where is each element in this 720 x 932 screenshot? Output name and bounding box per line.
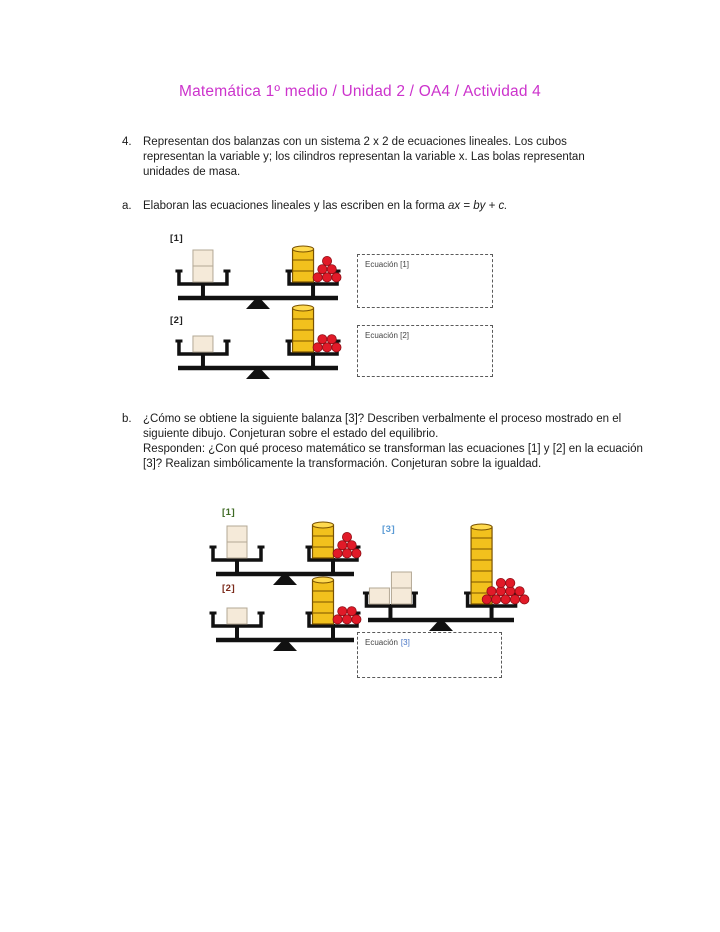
item-b-text	[143, 412, 645, 472]
equation-box-1	[357, 254, 493, 308]
balance-3b-label: [3]	[382, 524, 396, 535]
balance-scale-2b	[210, 574, 360, 652]
item-a	[122, 199, 633, 214]
equation-box-2	[357, 325, 493, 377]
item-4-number: 4.	[122, 136, 132, 148]
equation-box-3-label-ref: [3]	[400, 638, 410, 647]
item-a-text	[143, 199, 633, 214]
equation-box-3-label-text: Ecuación	[365, 638, 398, 647]
item-a-formula: ax = by + c.	[447, 200, 508, 212]
item-b-paragraph-2: Responden: ¿Con qué proceso matemático se transforman las ecuaciones [1] y [2] en la ecuación [3]? Realizan simbólicamente la transformación. Conjeturan sobre la igualdad.	[143, 443, 643, 470]
equation-box-3	[357, 632, 502, 678]
item-b-paragraph-1: ¿Cómo se obtiene la siguiente balanza [3]? Describen verbalmente el proceso mostrado en el siguiente dibujo. Conjeturan sobre el estado del equilibrio.	[143, 413, 622, 440]
item-4	[122, 135, 621, 180]
page-title: Matemática 1º medio / Unidad 2 / OA4 / Actividad 4	[178, 83, 541, 100]
balance-2b-label: [2]	[222, 583, 236, 594]
balance-scale-3b	[362, 512, 520, 632]
balance-scale-1a	[172, 238, 344, 310]
equation-box-3-label	[358, 633, 501, 647]
balance-1a-label: [1]	[170, 233, 184, 244]
item-a-text-plain: Elaboran las ecuaciones lineales y las escriben en la forma	[143, 200, 445, 212]
item-b	[122, 412, 645, 472]
equation-box-2-label: Ecuación [2]	[365, 331, 410, 340]
balance-scale-2a	[172, 308, 344, 380]
balance-2a-label: [2]	[170, 315, 184, 326]
item-b-letter: b.	[122, 413, 132, 425]
balance-1b-label: [1]	[222, 507, 236, 518]
equation-box-1-label: Ecuación [1]	[365, 260, 410, 269]
item-4-text: Representan dos balanzas con un sistema 2 x 2 de ecuaciones lineales. Los cubos representan la variable y; los cilindros representan la variable x. Las bolas representan unidades de masa.	[143, 136, 585, 178]
item-a-letter: a.	[122, 200, 132, 212]
